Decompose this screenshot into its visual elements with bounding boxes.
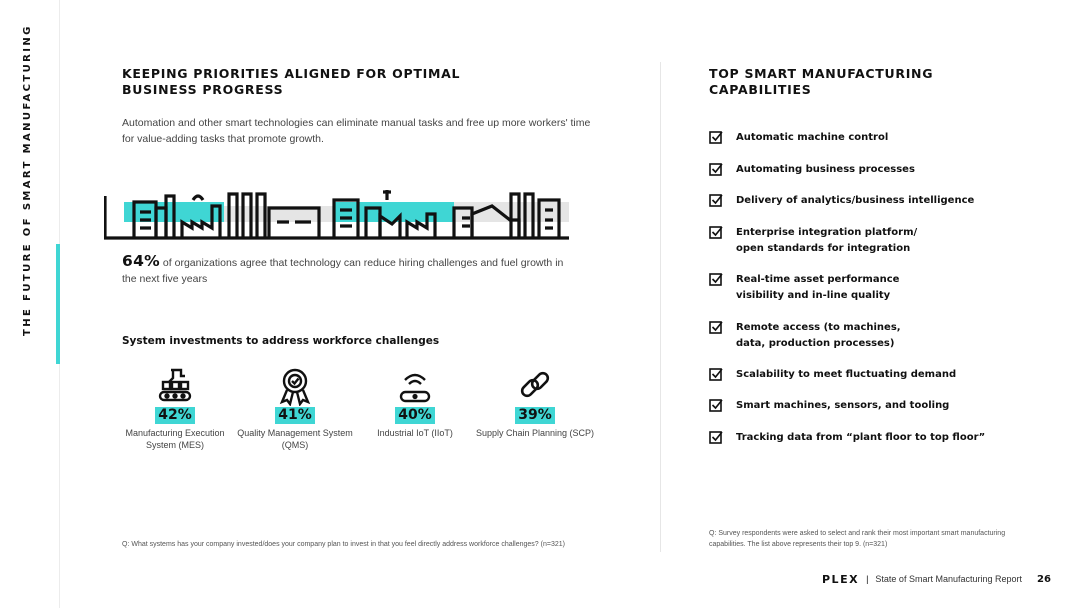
- investment-scp: [475, 366, 595, 439]
- capability-label: Smart machines, sensors, and tooling: [736, 400, 950, 411]
- investment-percent: 40%: [395, 407, 435, 424]
- investment-qms: [235, 366, 355, 451]
- checkbox-checked-icon: [709, 398, 723, 412]
- key-statistic: [122, 253, 572, 287]
- investment-percent: 41%: [275, 407, 315, 424]
- right-heading: TOP SMART MANUFACTURING CAPABILITIES: [709, 66, 934, 97]
- vertical-section-title: THE FUTURE OF SMART MANUFACTURING: [22, 24, 33, 336]
- right-footnote: Q: Survey respondents were asked to select and rank their most important smart manufacturing capabilities. The list above represents their top 9. (n=321): [709, 530, 1006, 548]
- investment-percent: 42%: [155, 407, 195, 424]
- capability-label: Delivery of analytics/business intelligence: [736, 195, 975, 206]
- capability-item: [709, 193, 1009, 209]
- checkbox-checked-icon: [709, 430, 723, 444]
- capability-item: [709, 130, 1009, 146]
- report-title: State of Smart Manufacturing Report: [875, 574, 1022, 584]
- capability-label: Remote access (to machines, data, production processes): [736, 322, 901, 349]
- capability-item: [709, 225, 1009, 257]
- investment-mes: [115, 366, 235, 451]
- checkbox-checked-icon: [709, 225, 723, 239]
- capability-item: [709, 272, 1009, 304]
- page-number: 26: [1037, 573, 1051, 585]
- wireless-device-icon: [397, 366, 433, 406]
- stat-value: 64%: [122, 252, 161, 270]
- chain-link-icon: [517, 366, 553, 406]
- investments-title: System investments to address workforce challenges: [122, 335, 440, 347]
- page-footer: [822, 572, 1051, 586]
- left-heading: KEEPING PRIORITIES ALIGNED FOR OPTIMAL BUSINESS PROGRESS: [122, 66, 461, 97]
- checkbox-checked-icon: [709, 367, 723, 381]
- checkbox-checked-icon: [709, 130, 723, 144]
- conveyor-robot-icon: [157, 366, 193, 406]
- left-footnote: Q: What systems has your company invested/does your company plan to invest in that you feel directly address workforce challenges? (n=321): [122, 541, 565, 548]
- award-ribbon-icon: [277, 366, 313, 406]
- investment-label: Manufacturing Execution System (MES): [125, 428, 225, 450]
- capability-label: Real-time asset performance visibility and in-line quality: [736, 274, 900, 301]
- capability-item: [709, 430, 1009, 446]
- capability-item: [709, 320, 1009, 352]
- investment-label: Supply Chain Planning (SCP): [475, 428, 595, 438]
- capability-item: [709, 398, 1009, 414]
- checkbox-checked-icon: [709, 272, 723, 286]
- capability-label: Automatic machine control: [736, 132, 889, 143]
- capability-item: [709, 367, 1009, 383]
- investment-percent: 39%: [515, 407, 555, 424]
- checkbox-checked-icon: [709, 162, 723, 176]
- sidebar-accent-bar: [56, 244, 60, 364]
- footer-separator: |: [866, 574, 869, 584]
- investment-label: Quality Management System (QMS): [237, 428, 353, 450]
- stat-description: of organizations agree that technology can reduce hiring challenges and fuel growth in the next five years: [122, 257, 564, 285]
- capability-label: Enterprise integration platform/ open standards for integration: [736, 227, 918, 254]
- investment-label: Industrial IoT (IIoT): [377, 428, 453, 438]
- plex-logo: PLEX: [822, 572, 860, 586]
- factory-skyline-illustration: [104, 186, 574, 242]
- column-divider: [660, 62, 661, 552]
- capability-item: [709, 162, 1009, 178]
- checkbox-checked-icon: [709, 320, 723, 334]
- capability-label: Automating business processes: [736, 164, 915, 175]
- intro-paragraph: Automation and other smart technologies can eliminate manual tasks and free up more workers' time for value-adding tasks that promote growth.: [122, 117, 591, 145]
- investment-iiot: [355, 366, 475, 439]
- capability-label: Scalability to meet fluctuating demand: [736, 369, 957, 380]
- checkbox-checked-icon: [709, 193, 723, 207]
- capability-label: Tracking data from “plant floor to top floor”: [736, 432, 986, 443]
